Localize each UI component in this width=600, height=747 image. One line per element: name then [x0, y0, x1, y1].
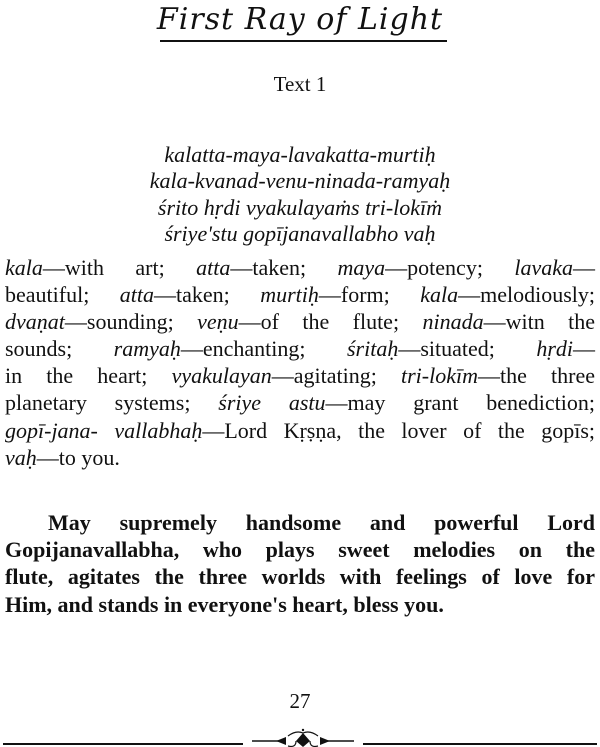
gloss-meaning: — [572, 255, 595, 280]
sanskrit-term: tri-lokīm [401, 363, 478, 389]
gloss-meaning: —the three [478, 363, 596, 389]
gloss-line [5, 389, 595, 416]
verse-line: śrito hṛdi vyakulayaṁs tri-lokīṁ [157, 194, 443, 220]
sanskrit-term: lavaka [514, 255, 573, 280]
gloss-meaning: —taken; [230, 255, 338, 280]
gloss-meaning: —of the flute; [238, 309, 423, 335]
verse-block [0, 142, 600, 247]
gloss-meaning: —potency; [385, 255, 515, 280]
gloss-meaning: —form; [318, 282, 421, 308]
footer-rule-left [3, 743, 243, 745]
sanskrit-term: atta [196, 255, 231, 280]
gloss-line [5, 444, 595, 471]
gloss-meaning: —enchanting; [180, 336, 347, 362]
sanskrit-term: murtiḥ [260, 282, 319, 308]
translation-line: Him, and stands in everyone's heart, bless you. [5, 591, 444, 617]
gloss-meaning: — [573, 336, 595, 362]
translation-line: Gopijanavallabha, who plays sweet melodies on the [5, 537, 595, 563]
footer-rule-right [363, 743, 597, 745]
sanskrit-term: kala [420, 282, 459, 308]
translation-paragraph [5, 509, 595, 618]
gloss-meaning: —agitating; [271, 363, 401, 389]
word-for-word-gloss [5, 254, 595, 471]
sanskrit-term: kala [5, 255, 43, 280]
sanskrit-term: veṇu [197, 309, 239, 335]
sanskrit-term: gopī-jana- vallabhaḥ [5, 417, 203, 443]
translation-line: flute, agitates the three worlds with feelings of love for [5, 564, 595, 590]
verse-line: kalatta-maya-lavakatta-murtiḥ [164, 142, 436, 167]
gloss-meaning: —with art; [42, 255, 197, 280]
translation-line: May supremely handsome and powerful Lord [48, 510, 595, 535]
gloss-meaning: —melodiously; [458, 282, 595, 308]
gloss-meaning: beautiful; [5, 282, 120, 308]
verse-line: kala-kvanad-venu-ninada-ramyaḥ [149, 168, 451, 194]
gloss-line [5, 362, 595, 389]
gloss-line [5, 417, 595, 444]
gloss-line [5, 335, 595, 362]
sanskrit-term: atta [119, 282, 154, 308]
sanskrit-term: maya [337, 255, 386, 280]
gloss-meaning: —situated; [398, 336, 537, 362]
gloss-meaning: planetary systems; [5, 390, 219, 416]
sanskrit-term: vaḥ [5, 444, 37, 470]
sanskrit-term: ramyaḥ [113, 336, 181, 362]
gloss-line [5, 281, 595, 308]
gloss-meaning: —taken; [153, 282, 261, 308]
gloss-meaning: —witn the [483, 309, 595, 335]
chapter-title: First Ray of Light [156, 2, 444, 37]
sanskrit-term: śriye astu [218, 390, 326, 416]
footer-ornament-icon [250, 728, 356, 747]
sanskrit-term: dvaṇat [5, 309, 65, 335]
gloss-meaning: —sounding; [64, 309, 198, 335]
section-heading: Text 1 [273, 72, 327, 96]
sanskrit-term: śritaḥ [346, 336, 399, 362]
title-underline [160, 40, 447, 42]
sanskrit-term: ninada [422, 309, 484, 335]
page-number: 27 [289, 689, 311, 713]
gloss-meaning: —to you. [36, 444, 120, 470]
verse-line: śriye'stu gopījanavallabho vaḥ [164, 220, 436, 246]
gloss-meaning: —Lord Kṛṣṇa, the lover of the gopīs; [202, 417, 596, 443]
sanskrit-term: hṛdi [536, 336, 573, 362]
gloss-meaning: —may grant benediction; [325, 390, 595, 416]
gloss-line [5, 308, 595, 335]
sanskrit-term: vyakulayan [171, 363, 272, 389]
gloss-meaning: in the heart; [5, 363, 172, 389]
gloss-line [5, 254, 595, 281]
gloss-meaning: sounds; [5, 336, 114, 362]
